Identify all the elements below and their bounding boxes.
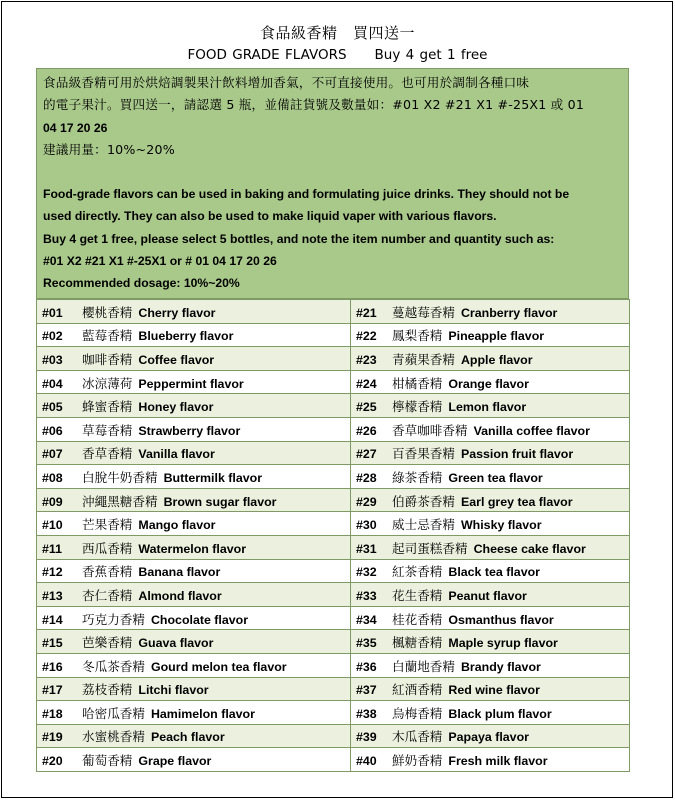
- flavor-cell-left: [37, 535, 351, 559]
- flavor-cell-left: [37, 488, 351, 512]
- flavor-name-chinese: 鮮奶香精: [392, 753, 443, 769]
- flavor-name-chinese: 香蕉香精: [82, 564, 133, 580]
- flavor-number: #09: [42, 494, 63, 509]
- flavor-cell-right: [351, 724, 630, 748]
- flavor-name-english: Orange flavor: [448, 376, 529, 391]
- flavor-number: #14: [42, 612, 63, 627]
- flavor-number: #20: [42, 754, 63, 769]
- flavor-number: #40: [356, 754, 377, 769]
- flavor-name-chinese: 花生香精: [392, 587, 443, 603]
- flavor-name-english: Almond flavor: [138, 588, 222, 603]
- flavor-number: #12: [42, 565, 63, 580]
- flavor-name-english: Lemon flavor: [448, 400, 527, 415]
- flavor-number: #37: [356, 683, 377, 698]
- table-row: [37, 535, 630, 559]
- flavor-cell-right: [351, 583, 630, 607]
- flavor-name-chinese: 櫻桃香精: [82, 304, 133, 320]
- flavor-number: #35: [356, 636, 377, 651]
- flavor-name-english: Whisky flavor: [460, 518, 542, 533]
- intro-en-dosage: Recommended dosage: 10%~20%: [43, 276, 240, 291]
- flavor-name-chinese: 木瓜香精: [392, 729, 443, 745]
- table-row: [37, 323, 630, 347]
- flavor-name-chinese: 沖繩黑糖香精: [82, 493, 158, 509]
- flavor-name-chinese: 楓糖香精: [392, 635, 443, 651]
- flavor-number: #05: [42, 400, 63, 415]
- flavor-number: #13: [42, 588, 63, 603]
- flavor-cell-right: [351, 370, 630, 394]
- flavor-cell-left: [37, 630, 351, 654]
- flavor-name-chinese: 綠茶香精: [392, 469, 443, 485]
- flavor-name-english: Watermelon flavor: [138, 541, 247, 556]
- flavor-name-english: Litchi flavor: [138, 683, 209, 698]
- flavor-number: #33: [356, 588, 377, 603]
- intro-zh-line-2: 的電子果汁。買四送一，請認選 5 瓶，並備註貨號及數量如：#01 X2 #21 X1 #-25X1 或 01: [43, 97, 585, 113]
- flavor-cell-left: [37, 724, 351, 748]
- intro-en-line-1: Food-grade flavors can be used in baking and formulating juice drinks. They should not be: [43, 187, 570, 202]
- flavor-name-english: Vanilla coffee flavor: [473, 423, 590, 438]
- flavor-name-chinese: 荔枝香精: [82, 682, 133, 698]
- flavor-cell-right: [351, 512, 630, 536]
- flavor-number: #07: [42, 447, 63, 462]
- flavor-number: #10: [42, 518, 63, 533]
- flavor-name-english: Grape flavor: [138, 754, 212, 769]
- flavor-cell-right: [351, 748, 630, 772]
- flavor-cell-right: [351, 394, 630, 418]
- flavor-name-english: Peach flavor: [150, 730, 225, 745]
- flavor-number: #34: [356, 612, 377, 627]
- intro-en-line-3: Buy 4 get 1 free, please select 5 bottles, and note the item number and quantity such as:: [43, 231, 555, 246]
- flavor-name-english: Peanut flavor: [448, 588, 527, 603]
- flavor-name-chinese: 芭樂香精: [82, 635, 133, 651]
- flavor-name-chinese: 檸檬香精: [392, 399, 443, 415]
- flavor-name-english: Guava flavor: [138, 636, 214, 651]
- flavor-name-chinese: 冬瓜茶香精: [82, 658, 145, 674]
- table-row: [37, 417, 630, 441]
- flavor-number: #06: [42, 423, 63, 438]
- title-english-promo: Buy 4 get 1 free: [374, 47, 488, 63]
- title-english: [0, 47, 675, 63]
- flavor-cell-left: [37, 347, 351, 371]
- flavor-number: #19: [42, 730, 63, 745]
- flavor-name-english: Pineapple flavor: [448, 329, 545, 344]
- flavor-number: #08: [42, 470, 63, 485]
- flavor-cell-right: [351, 300, 630, 324]
- flavor-cell-right: [351, 653, 630, 677]
- flavor-name-english: Vanilla flavor: [138, 447, 215, 462]
- intro-en-line-4: #01 X2 #21 X1 #-25X1 or # 01 04 17 20 26: [43, 254, 277, 269]
- flavor-cell-left: [37, 606, 351, 630]
- flavor-number: #30: [356, 518, 377, 533]
- flavor-name-english: Banana flavor: [138, 565, 221, 580]
- table-row: [37, 441, 630, 465]
- flavor-name-english: Brandy flavor: [460, 659, 541, 674]
- table-row: [37, 488, 630, 512]
- flavor-cell-right: [351, 441, 630, 465]
- flavor-name-chinese: 紅酒香精: [392, 682, 443, 698]
- flavor-name-english: Buttermilk flavor: [163, 470, 263, 485]
- flavor-name-english: Gourd melon tea flavor: [150, 659, 287, 674]
- flavor-number: #24: [356, 376, 377, 391]
- flavor-name-chinese: 青蘋果香精: [392, 351, 455, 367]
- flavor-number: #32: [356, 565, 377, 580]
- table-row: [37, 465, 630, 489]
- flavor-cell-left: [37, 677, 351, 701]
- flavor-name-chinese: 冰涼薄荷: [82, 375, 133, 391]
- flavor-number: #02: [42, 329, 63, 344]
- flavor-name-chinese: 水蜜桃香精: [82, 729, 145, 745]
- flavor-name-chinese: 伯爵茶香精: [392, 493, 455, 509]
- table-row: [37, 677, 630, 701]
- flavor-number: #31: [356, 541, 377, 556]
- intro-spacer: [43, 161, 622, 183]
- flavor-name-english: Red wine flavor: [448, 683, 540, 698]
- flavor-cell-left: [37, 748, 351, 772]
- table-row: [37, 606, 630, 630]
- flavor-table: [36, 299, 630, 772]
- flavor-name-chinese: 芒果香精: [82, 517, 133, 533]
- flavor-name-english: Black tea flavor: [448, 565, 540, 580]
- flavor-name-chinese: 白脫牛奶香精: [82, 469, 158, 485]
- flavor-name-english: Osmanthus flavor: [448, 612, 554, 627]
- flavor-name-chinese: 巧克力香精: [82, 611, 145, 627]
- table-row: [37, 394, 630, 418]
- flavor-name-english: Cheese cake flavor: [473, 541, 586, 556]
- flavor-cell-left: [37, 559, 351, 583]
- flavor-name-chinese: 烏梅香精: [392, 705, 443, 721]
- flavor-cell-right: [351, 701, 630, 725]
- flavor-name-chinese: 葡萄香精: [82, 753, 133, 769]
- flavor-cell-right: [351, 677, 630, 701]
- flavor-number: #28: [356, 470, 377, 485]
- flavor-number: #23: [356, 352, 377, 367]
- table-row: [37, 630, 630, 654]
- flavor-name-english: Fresh milk flavor: [448, 754, 548, 769]
- flavor-number: #18: [42, 706, 63, 721]
- flavor-name-english: Apple flavor: [460, 352, 533, 367]
- flavor-name-chinese: 香草香精: [82, 446, 133, 462]
- flavor-cell-right: [351, 465, 630, 489]
- intro-zh-line-1: 食品級香精可用於烘焙調製果汁飲料增加香氣，不可直接使用。也可用於調制各種口味: [43, 75, 530, 90]
- table-row: [37, 512, 630, 536]
- flavor-name-english: Coffee flavor: [138, 352, 215, 367]
- flavor-cell-left: [37, 394, 351, 418]
- flavor-cell-right: [351, 606, 630, 630]
- table-row: [37, 701, 630, 725]
- flavor-cell-right: [351, 559, 630, 583]
- flavor-name-chinese: 藍莓香精: [82, 328, 133, 344]
- flavor-cell-left: [37, 370, 351, 394]
- flavor-name-chinese: 杏仁香精: [82, 587, 133, 603]
- flavor-number: #11: [42, 541, 62, 556]
- table-row: [37, 653, 630, 677]
- table-row: [37, 347, 630, 371]
- intro-box: [36, 68, 629, 299]
- flavor-number: #17: [42, 683, 63, 698]
- flavor-name-chinese: 鳳梨香精: [392, 328, 443, 344]
- intro-en-line-2: used directly. They can also be used to make liquid vaper with various flavors.: [43, 209, 497, 224]
- flavor-cell-left: [37, 583, 351, 607]
- flavor-name-chinese: 百香果香精: [392, 446, 455, 462]
- flavor-name-chinese: 西瓜香精: [82, 540, 133, 556]
- flavor-number: #36: [356, 659, 377, 674]
- flavor-name-english: Maple syrup flavor: [448, 636, 558, 651]
- flavor-name-english: Honey flavor: [138, 400, 214, 415]
- flavor-cell-right: [351, 535, 630, 559]
- flavor-cell-right: [351, 488, 630, 512]
- flavor-number: #25: [356, 400, 377, 415]
- flavor-cell-left: [37, 323, 351, 347]
- flavor-name-chinese: 威士忌香精: [392, 517, 455, 533]
- flavor-name-english: Green tea flavor: [448, 470, 543, 485]
- flavor-name-english: Papaya flavor: [448, 730, 529, 745]
- flavor-name-chinese: 蜂蜜香精: [82, 399, 133, 415]
- flavor-cell-left: [37, 512, 351, 536]
- table-row: [37, 748, 630, 772]
- flavor-name-english: Brown sugar flavor: [163, 494, 277, 509]
- flavor-cell-right: [351, 630, 630, 654]
- flavor-name-english: Black plum flavor: [448, 706, 552, 721]
- flavor-name-english: Blueberry flavor: [138, 329, 234, 344]
- flavor-name-english: Earl grey tea flavor: [460, 494, 573, 509]
- flavor-name-chinese: 哈密瓜香精: [82, 705, 145, 721]
- flavor-name-english: Passion fruit flavor: [460, 447, 574, 462]
- flavor-name-chinese: 柑橘香精: [392, 375, 443, 391]
- title-english-name: FOOD GRADE FLAVORS: [187, 47, 347, 63]
- flavor-name-chinese: 白蘭地香精: [392, 658, 455, 674]
- flavor-cell-left: [37, 701, 351, 725]
- flavor-number: #27: [356, 447, 377, 462]
- flavor-cell-left: [37, 300, 351, 324]
- flavor-cell-right: [351, 417, 630, 441]
- flavor-cell-left: [37, 417, 351, 441]
- flavor-name-chinese: 起司蛋糕香精: [392, 540, 468, 556]
- flavor-number: #29: [356, 494, 377, 509]
- flavor-number: #39: [356, 730, 377, 745]
- flavor-name-english: Cherry flavor: [138, 305, 216, 320]
- flavor-cell-right: [351, 347, 630, 371]
- flavor-cell-right: [351, 323, 630, 347]
- flavor-number: #03: [42, 352, 63, 367]
- flavor-name-chinese: 桂花香精: [392, 611, 443, 627]
- flavor-number: #26: [356, 423, 377, 438]
- flavor-name-english: Cranberry flavor: [460, 305, 558, 320]
- flavor-name-chinese: 咖啡香精: [82, 351, 133, 367]
- flavor-name-english: Chocolate flavor: [150, 612, 249, 627]
- flavor-number: #38: [356, 706, 377, 721]
- table-row: [37, 583, 630, 607]
- intro-zh-line-3: 04 17 20 26: [43, 120, 108, 135]
- flavor-name-chinese: 草莓香精: [82, 422, 133, 438]
- flavor-number: #21: [356, 305, 377, 320]
- flavor-cell-left: [37, 653, 351, 677]
- table-row: [37, 724, 630, 748]
- title-chinese: 食品級香精 買四送一: [259, 24, 415, 42]
- table-row: [37, 370, 630, 394]
- flavor-name-chinese: 蔓越莓香精: [392, 304, 455, 320]
- flavor-name-chinese: 香草咖啡香精: [392, 422, 468, 438]
- flavor-number: #01: [42, 305, 63, 320]
- flavor-number: #04: [42, 376, 63, 391]
- flavor-number: #15: [42, 636, 63, 651]
- flavor-name-english: Peppermint flavor: [138, 376, 244, 391]
- flavor-name-english: Strawberry flavor: [138, 423, 241, 438]
- flavor-name-english: Hamimelon flavor: [150, 706, 255, 721]
- flavor-cell-left: [37, 441, 351, 465]
- flavor-cell-left: [37, 465, 351, 489]
- flavor-name-chinese: 紅茶香精: [392, 564, 443, 580]
- flavor-number: #22: [356, 329, 377, 344]
- table-row: [37, 300, 630, 324]
- table-row: [37, 559, 630, 583]
- flavor-name-english: Mango flavor: [138, 518, 216, 533]
- flavor-number: #16: [42, 659, 63, 674]
- intro-zh-dosage: 建議用量：10%~20%: [43, 141, 175, 157]
